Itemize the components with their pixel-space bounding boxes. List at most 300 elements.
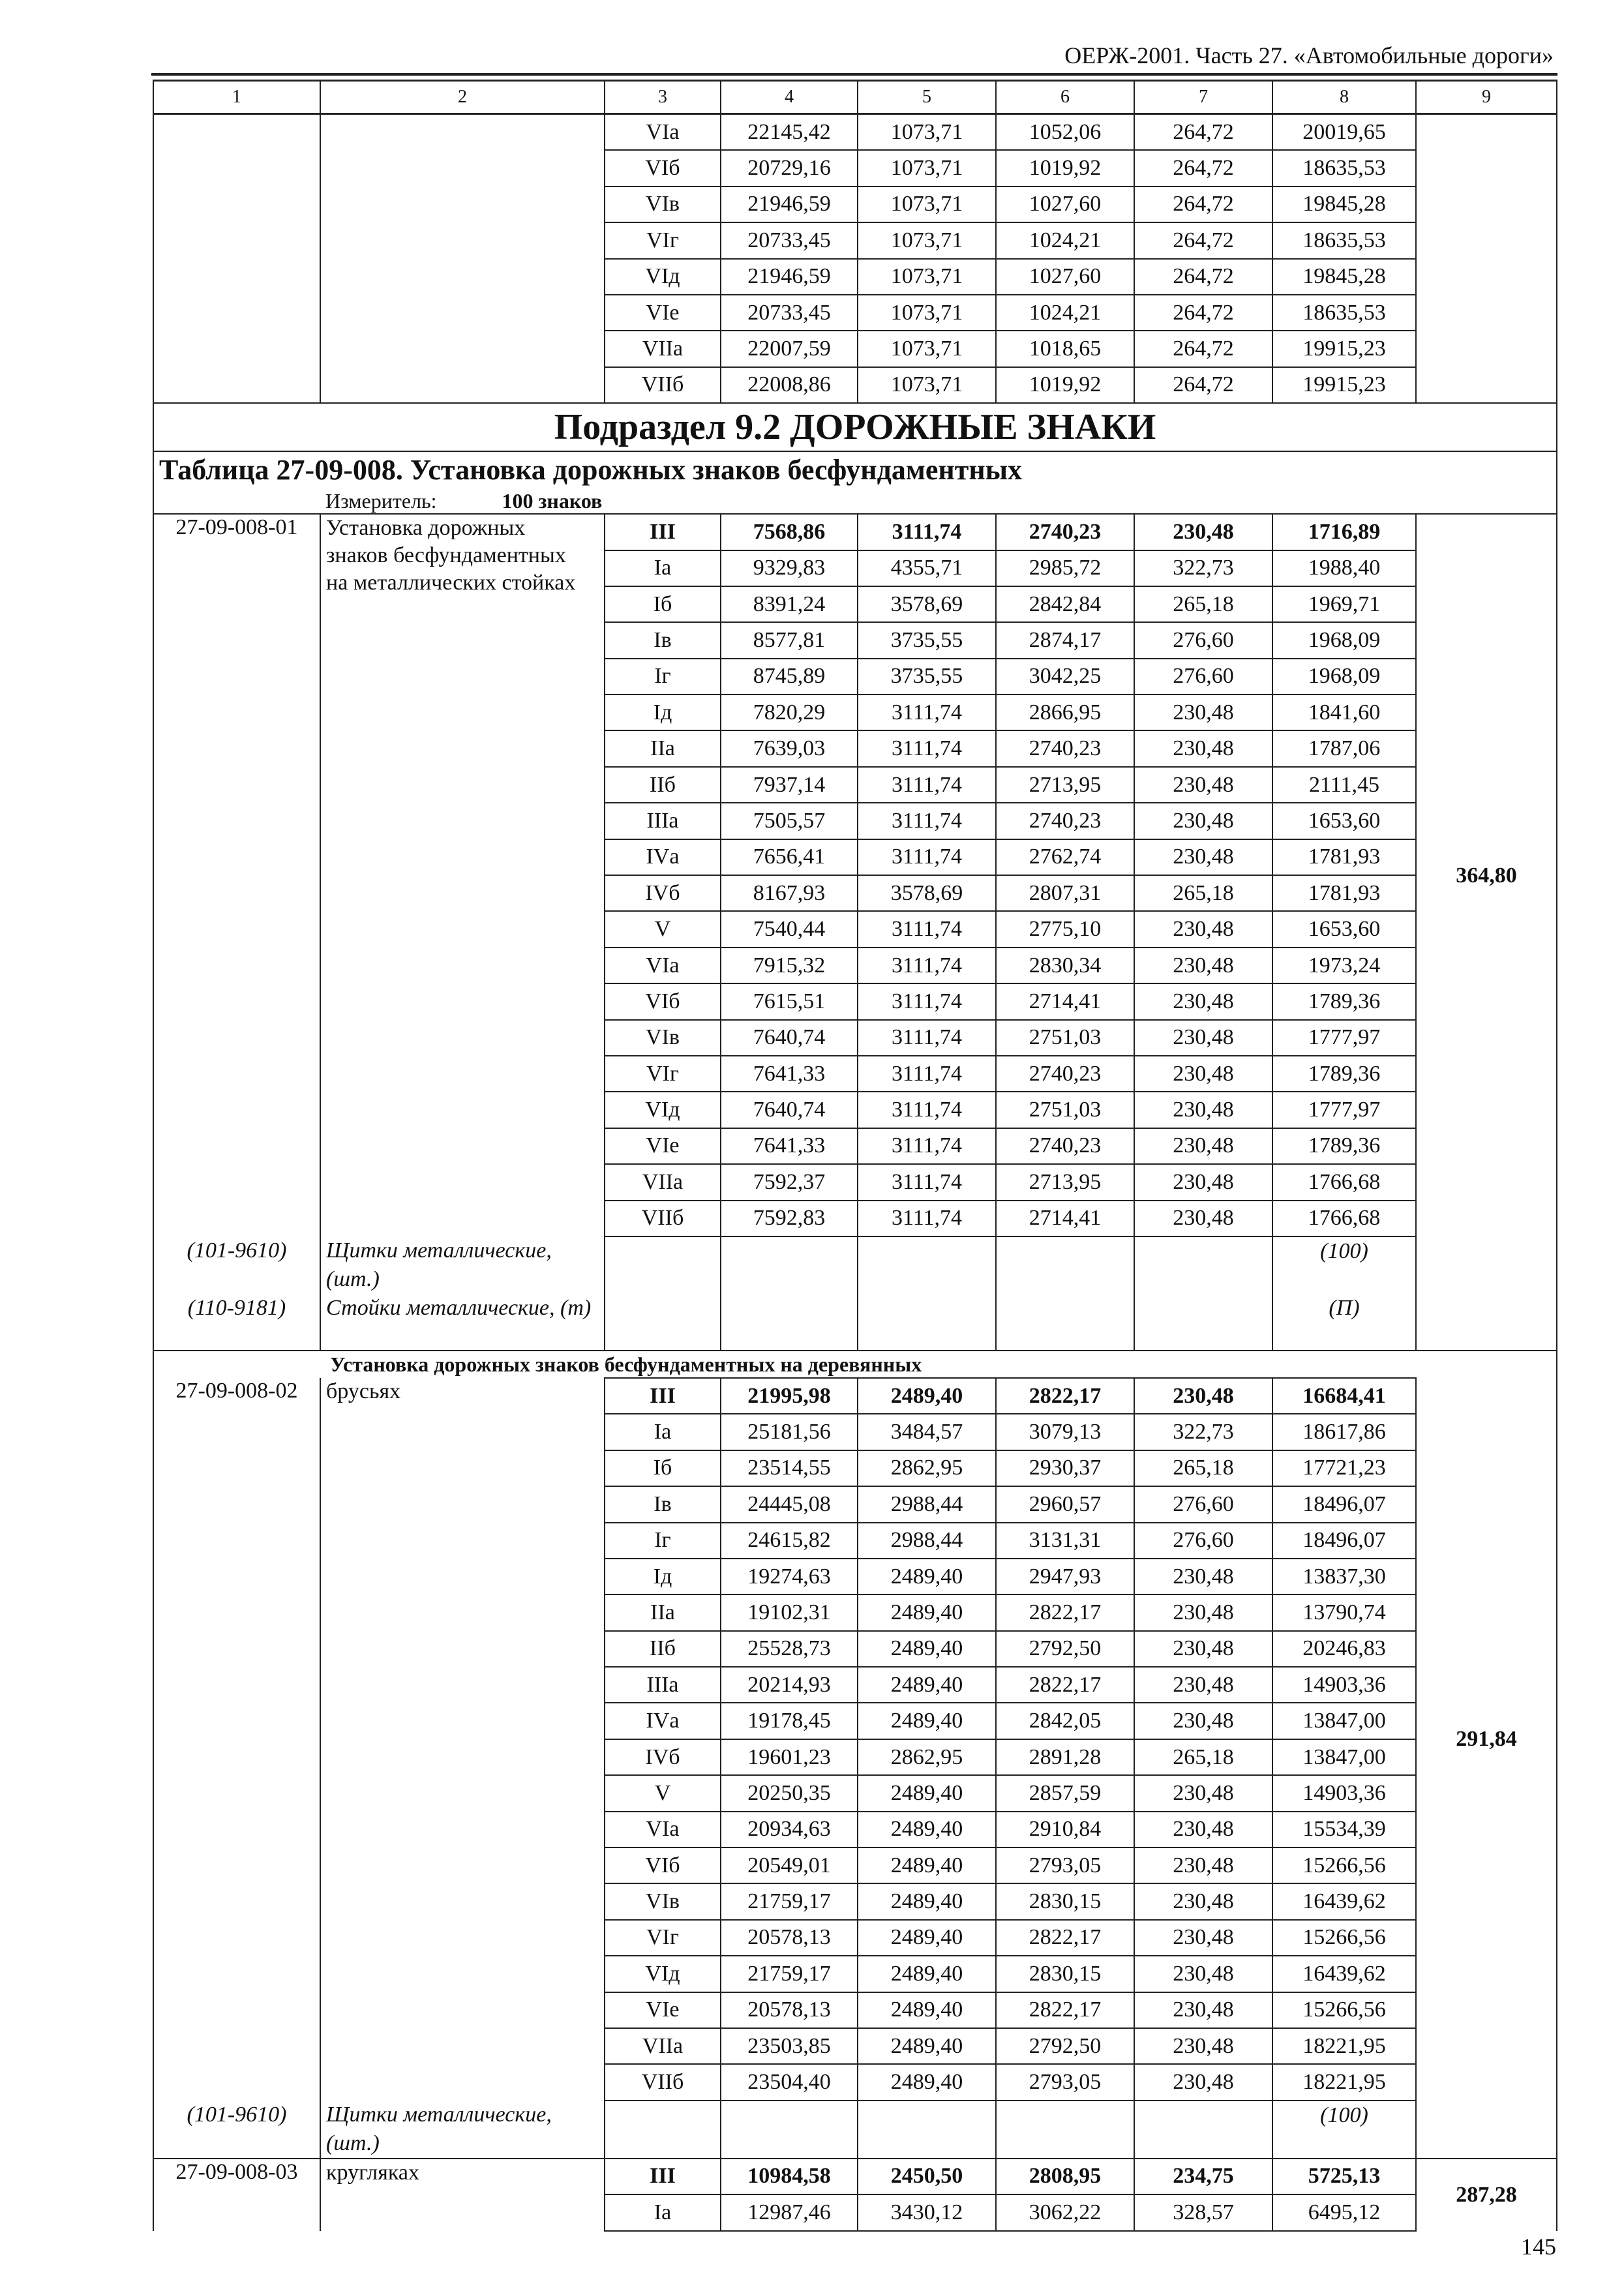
drivers-wages-cell: 230,48: [1134, 1594, 1272, 1630]
empty-cell: [1134, 2101, 1272, 2159]
item-heading: Установка дорожных знаков бесфундаментных на деревянных: [153, 1351, 1557, 1378]
machines-cell: 1019,92: [996, 150, 1134, 186]
wages-cell: 2489,40: [858, 1848, 996, 1883]
section-title-row: [153, 403, 1557, 451]
direct-costs-cell: 23504,40: [721, 2064, 858, 2100]
direct-costs-cell: 23503,85: [721, 2028, 858, 2064]
empty-cell: [1416, 2101, 1557, 2159]
materials-cell: 1789,36: [1272, 983, 1416, 1019]
machines-cell: 3062,22: [996, 2194, 1134, 2230]
drivers-wages-cell: 230,48: [1134, 983, 1272, 1019]
drivers-wages-cell: 230,48: [1134, 1128, 1272, 1164]
wages-cell: 3484,57: [858, 1414, 996, 1450]
machines-cell: 2822,17: [996, 1667, 1134, 1703]
direct-costs-cell: 7820,29: [721, 695, 858, 730]
materials-cell: 13847,00: [1272, 1739, 1416, 1775]
region-cell: IVб: [605, 1739, 721, 1775]
resource-name: Щитки металлические, (шт.): [320, 2101, 605, 2159]
materials-cell: 16439,62: [1272, 1956, 1416, 1992]
direct-costs-cell: 8167,93: [721, 875, 858, 911]
header-rule: [151, 73, 1557, 76]
direct-costs-cell: 20934,63: [721, 1812, 858, 1848]
direct-costs-cell: 8745,89: [721, 659, 858, 695]
machines-cell: 3079,13: [996, 1414, 1134, 1450]
direct-costs-cell: 22007,59: [721, 331, 858, 367]
resource-row: [153, 1236, 1557, 1294]
machines-cell: 1024,21: [996, 222, 1134, 258]
wages-cell: 3430,12: [858, 2194, 996, 2230]
drivers-wages-cell: 264,72: [1134, 367, 1272, 403]
machines-cell: 1018,65: [996, 331, 1134, 367]
drivers-wages-cell: 230,48: [1134, 1164, 1272, 1200]
wages-cell: 2489,40: [858, 1812, 996, 1848]
wages-cell: 3111,74: [858, 911, 996, 947]
region-cell: VIIа: [605, 331, 721, 367]
machines-cell: 1052,06: [996, 114, 1134, 151]
labor-cell: 364,80: [1416, 514, 1557, 1236]
resource-value: (100): [1272, 2101, 1416, 2159]
wages-cell: 2862,95: [858, 1739, 996, 1775]
region-cell: IIа: [605, 1594, 721, 1630]
direct-costs-cell: 7540,44: [721, 911, 858, 947]
direct-costs-cell: 21759,17: [721, 1956, 858, 1992]
materials-cell: 1781,93: [1272, 839, 1416, 875]
direct-costs-cell: 20214,93: [721, 1667, 858, 1703]
wages-cell: 3735,55: [858, 659, 996, 695]
materials-cell: 18635,53: [1272, 150, 1416, 186]
wages-cell: 3578,69: [858, 586, 996, 622]
wages-cell: 2489,40: [858, 1667, 996, 1703]
machines-cell: 2740,23: [996, 1128, 1134, 1164]
column-number: 7: [1134, 81, 1272, 114]
direct-costs-cell: 20729,16: [721, 150, 858, 186]
machines-cell: 2740,23: [996, 1056, 1134, 1092]
materials-cell: 1841,60: [1272, 695, 1416, 730]
machines-cell: 2960,57: [996, 1486, 1134, 1522]
empty-cell: [605, 2101, 721, 2159]
materials-cell: 18635,53: [1272, 295, 1416, 331]
item-name-line: кругляках: [326, 2160, 419, 2185]
direct-costs-cell: 7656,41: [721, 839, 858, 875]
machines-cell: 2751,03: [996, 1020, 1134, 1056]
materials-cell: 14903,36: [1272, 1775, 1416, 1811]
region-cell: VIа: [605, 1812, 721, 1848]
materials-cell: 16684,41: [1272, 1378, 1416, 1414]
direct-costs-cell: 20733,45: [721, 222, 858, 258]
materials-cell: 1766,68: [1272, 1164, 1416, 1200]
wages-cell: 3111,74: [858, 767, 996, 803]
region-cell: Iв: [605, 1486, 721, 1522]
machines-cell: 2714,41: [996, 1201, 1134, 1236]
drivers-wages-cell: 264,72: [1134, 150, 1272, 186]
drivers-wages-cell: 230,48: [1134, 695, 1272, 730]
drivers-wages-cell: 230,48: [1134, 1092, 1272, 1128]
machines-cell: 2985,72: [996, 550, 1134, 586]
materials-cell: 18221,95: [1272, 2028, 1416, 2064]
drivers-wages-cell: 230,48: [1134, 2064, 1272, 2100]
materials-cell: 2111,45: [1272, 767, 1416, 803]
direct-costs-cell: 8391,24: [721, 586, 858, 622]
materials-cell: 18496,07: [1272, 1486, 1416, 1522]
materials-cell: 1968,09: [1272, 622, 1416, 658]
materials-cell: 15266,56: [1272, 1920, 1416, 1956]
item-code: 27-09-008-01: [153, 514, 320, 1236]
direct-costs-cell: 20578,13: [721, 1992, 858, 2028]
machines-cell: 2762,74: [996, 839, 1134, 875]
wages-cell: 1073,71: [858, 222, 996, 258]
machines-cell: 2822,17: [996, 1378, 1134, 1414]
empty-cell: [605, 1294, 721, 1351]
region-cell: III: [605, 2159, 721, 2194]
machines-cell: 2740,23: [996, 514, 1134, 550]
wages-cell: 3111,74: [858, 983, 996, 1019]
measure-value: 100 знаков: [502, 489, 603, 513]
materials-cell: 18635,53: [1272, 222, 1416, 258]
empty-cell: [858, 1236, 996, 1294]
drivers-wages-cell: 230,48: [1134, 948, 1272, 983]
region-cell: Iа: [605, 1414, 721, 1450]
machines-cell: 2842,05: [996, 1703, 1134, 1739]
machines-cell: 2822,17: [996, 1594, 1134, 1630]
region-cell: V: [605, 911, 721, 947]
column-number: 3: [605, 81, 721, 114]
drivers-wages-cell: 322,73: [1134, 1414, 1272, 1450]
materials-cell: 1716,89: [1272, 514, 1416, 550]
empty-cell: [1416, 1294, 1557, 1351]
materials-cell: 13847,00: [1272, 1703, 1416, 1739]
wages-cell: 1073,71: [858, 259, 996, 295]
drivers-wages-cell: 230,48: [1134, 1883, 1272, 1919]
wages-cell: 2862,95: [858, 1450, 996, 1486]
wages-cell: 2489,40: [858, 1920, 996, 1956]
drivers-wages-cell: 230,48: [1134, 1020, 1272, 1056]
name-cell: [320, 114, 605, 404]
drivers-wages-cell: 265,18: [1134, 1450, 1272, 1486]
region-cell: VIе: [605, 295, 721, 331]
drivers-wages-cell: 264,72: [1134, 295, 1272, 331]
resource-code: (101-9610): [153, 1236, 320, 1294]
materials-cell: 15266,56: [1272, 1848, 1416, 1883]
labor-cell: 287,28: [1416, 2159, 1557, 2231]
materials-cell: 13837,30: [1272, 1559, 1416, 1594]
drivers-wages-cell: 230,48: [1134, 839, 1272, 875]
direct-costs-cell: 7505,57: [721, 803, 858, 839]
materials-cell: 20019,65: [1272, 114, 1416, 151]
region-cell: IVа: [605, 839, 721, 875]
drivers-wages-cell: 230,48: [1134, 1775, 1272, 1811]
region-cell: VIд: [605, 259, 721, 295]
materials-cell: 13790,74: [1272, 1594, 1416, 1630]
wages-cell: 2489,40: [858, 1378, 996, 1414]
direct-costs-cell: 7568,86: [721, 514, 858, 550]
materials-cell: 1653,60: [1272, 803, 1416, 839]
materials-cell: 15534,39: [1272, 1812, 1416, 1848]
item-code: 27-09-008-02: [153, 1378, 320, 2101]
machines-cell: 2830,15: [996, 1883, 1134, 1919]
region-cell: Iб: [605, 586, 721, 622]
direct-costs-cell: 19274,63: [721, 1559, 858, 1594]
drivers-wages-cell: 230,48: [1134, 514, 1272, 550]
wages-cell: 2489,40: [858, 1631, 996, 1667]
region-cell: IIIа: [605, 803, 721, 839]
materials-cell: 19915,23: [1272, 331, 1416, 367]
region-cell: IIIа: [605, 1667, 721, 1703]
table-body: [153, 81, 1557, 2231]
materials-cell: 14903,36: [1272, 1667, 1416, 1703]
empty-cell: [721, 1236, 858, 1294]
direct-costs-cell: 24445,08: [721, 1486, 858, 1522]
item-heading-row: [153, 1351, 1557, 1378]
materials-cell: 6495,12: [1272, 2194, 1416, 2230]
table-row: [153, 2159, 1557, 2194]
drivers-wages-cell: 328,57: [1134, 2194, 1272, 2230]
region-cell: III: [605, 514, 721, 550]
region-cell: V: [605, 1775, 721, 1811]
drivers-wages-cell: 230,48: [1134, 1056, 1272, 1092]
region-cell: VIб: [605, 1848, 721, 1883]
item-name-line: на металлических стойках: [326, 571, 576, 595]
materials-cell: 19915,23: [1272, 367, 1416, 403]
region-cell: VIIб: [605, 1201, 721, 1236]
machines-cell: 1027,60: [996, 187, 1134, 222]
empty-cell: [858, 1294, 996, 1351]
machines-cell: 2713,95: [996, 1164, 1134, 1200]
direct-costs-cell: 21995,98: [721, 1378, 858, 1414]
column-number-row: [153, 81, 1557, 114]
region-cell: VIа: [605, 948, 721, 983]
region-cell: VIд: [605, 1092, 721, 1128]
machines-cell: 2866,95: [996, 695, 1134, 730]
labor-cell: 291,84: [1416, 1378, 1557, 2101]
drivers-wages-cell: 234,75: [1134, 2159, 1272, 2194]
wages-cell: 3578,69: [858, 875, 996, 911]
drivers-wages-cell: 230,48: [1134, 1848, 1272, 1883]
direct-costs-cell: 7641,33: [721, 1056, 858, 1092]
wages-cell: 1073,71: [858, 150, 996, 186]
direct-costs-cell: 19601,23: [721, 1739, 858, 1775]
drivers-wages-cell: 230,48: [1134, 1992, 1272, 2028]
direct-costs-cell: 24615,82: [721, 1523, 858, 1559]
materials-cell: 5725,13: [1272, 2159, 1416, 2194]
materials-cell: 1988,40: [1272, 550, 1416, 586]
wages-cell: 3111,74: [858, 1020, 996, 1056]
drivers-wages-cell: 264,72: [1134, 259, 1272, 295]
direct-costs-cell: 19102,31: [721, 1594, 858, 1630]
drivers-wages-cell: 230,48: [1134, 1559, 1272, 1594]
resource-row: [153, 2101, 1557, 2159]
machines-cell: 2740,23: [996, 803, 1134, 839]
empty-cell: [1134, 1294, 1272, 1351]
drivers-wages-cell: 265,18: [1134, 586, 1272, 622]
region-cell: IVа: [605, 1703, 721, 1739]
machines-cell: 3131,31: [996, 1523, 1134, 1559]
wages-cell: 1073,71: [858, 114, 996, 151]
drivers-wages-cell: 276,60: [1134, 622, 1272, 658]
drivers-wages-cell: 230,48: [1134, 1201, 1272, 1236]
wages-cell: 2489,40: [858, 1559, 996, 1594]
machines-cell: 2830,34: [996, 948, 1134, 983]
machines-cell: 2792,50: [996, 1631, 1134, 1667]
materials-cell: 20246,83: [1272, 1631, 1416, 1667]
direct-costs-cell: 20578,13: [721, 1920, 858, 1956]
materials-cell: 1969,71: [1272, 586, 1416, 622]
materials-cell: 18617,86: [1272, 1414, 1416, 1450]
empty-cell: [996, 2101, 1134, 2159]
machines-cell: 2751,03: [996, 1092, 1134, 1128]
machines-cell: 2857,59: [996, 1775, 1134, 1811]
drivers-wages-cell: 264,72: [1134, 114, 1272, 151]
drivers-wages-cell: 264,72: [1134, 331, 1272, 367]
drivers-wages-cell: 230,48: [1134, 1812, 1272, 1848]
column-number: 2: [320, 81, 605, 114]
wages-cell: 3111,74: [858, 1164, 996, 1200]
labor-cell: [1416, 114, 1557, 404]
machines-cell: 2775,10: [996, 911, 1134, 947]
region-cell: VIб: [605, 983, 721, 1019]
wages-cell: 2489,40: [858, 1703, 996, 1739]
wages-cell: 1073,71: [858, 367, 996, 403]
resource-code: (110-9181): [153, 1294, 320, 1351]
materials-cell: 15266,56: [1272, 1992, 1416, 2028]
region-cell: VIIб: [605, 2064, 721, 2100]
region-cell: VIб: [605, 150, 721, 186]
direct-costs-cell: 7915,32: [721, 948, 858, 983]
drivers-wages-cell: 230,48: [1134, 1703, 1272, 1739]
table-title-row: [153, 451, 1557, 488]
region-cell: VIIб: [605, 367, 721, 403]
column-number: 1: [153, 81, 320, 114]
wages-cell: 2489,40: [858, 1775, 996, 1811]
drivers-wages-cell: 230,48: [1134, 1667, 1272, 1703]
wages-cell: 3111,74: [858, 1092, 996, 1128]
region-cell: VIе: [605, 1128, 721, 1164]
region-cell: IIб: [605, 1631, 721, 1667]
region-cell: Iа: [605, 2194, 721, 2230]
drivers-wages-cell: 230,48: [1134, 1956, 1272, 1992]
table-row: [153, 1378, 1557, 1414]
region-cell: VIв: [605, 187, 721, 222]
region-cell: VIв: [605, 1883, 721, 1919]
wages-cell: 1073,71: [858, 331, 996, 367]
region-cell: Iг: [605, 1523, 721, 1559]
region-cell: Iб: [605, 1450, 721, 1486]
materials-cell: 16439,62: [1272, 1883, 1416, 1919]
materials-cell: 1789,36: [1272, 1056, 1416, 1092]
empty-cell: [996, 1236, 1134, 1294]
wages-cell: 2489,40: [858, 2064, 996, 2100]
empty-cell: [858, 2101, 996, 2159]
direct-costs-cell: 7592,83: [721, 1201, 858, 1236]
item-name: [320, 514, 605, 1236]
table-row: [153, 114, 1557, 151]
region-cell: IVб: [605, 875, 721, 911]
direct-costs-cell: 19178,45: [721, 1703, 858, 1739]
materials-cell: 1973,24: [1272, 948, 1416, 983]
wages-cell: 3111,74: [858, 514, 996, 550]
wages-cell: 2450,50: [858, 2159, 996, 2194]
region-cell: Iд: [605, 695, 721, 730]
item-name-line: знаков бесфундаментных: [326, 543, 566, 568]
wages-cell: 3111,74: [858, 1201, 996, 1236]
drivers-wages-cell: 230,48: [1134, 2028, 1272, 2064]
region-cell: VIе: [605, 1992, 721, 2028]
machines-cell: 3042,25: [996, 659, 1134, 695]
direct-costs-cell: 7615,51: [721, 983, 858, 1019]
direct-costs-cell: 25181,56: [721, 1414, 858, 1450]
item-name-line: брусьях: [326, 1379, 401, 1403]
empty-cell: [996, 1294, 1134, 1351]
drivers-wages-cell: 276,60: [1134, 1523, 1272, 1559]
materials-cell: 1787,06: [1272, 730, 1416, 766]
materials-cell: 18221,95: [1272, 2064, 1416, 2100]
machines-cell: 2822,17: [996, 1992, 1134, 2028]
resource-value: (100): [1272, 1236, 1416, 1294]
direct-costs-cell: 9329,83: [721, 550, 858, 586]
empty-cell: [1416, 1236, 1557, 1294]
direct-costs-cell: 22145,42: [721, 114, 858, 151]
drivers-wages-cell: 322,73: [1134, 550, 1272, 586]
resource-row: [153, 1294, 1557, 1351]
wages-cell: 3111,74: [858, 948, 996, 983]
direct-costs-cell: 20250,35: [721, 1775, 858, 1811]
item-code: 27-09-008-03: [153, 2159, 320, 2231]
resource-value: (П): [1272, 1294, 1416, 1351]
region-cell: Iг: [605, 659, 721, 695]
wages-cell: 2489,40: [858, 1883, 996, 1919]
measure-label: Измеритель:: [325, 489, 437, 513]
drivers-wages-cell: 265,18: [1134, 875, 1272, 911]
region-cell: IIа: [605, 730, 721, 766]
drivers-wages-cell: 264,72: [1134, 222, 1272, 258]
drivers-wages-cell: 276,60: [1134, 1486, 1272, 1522]
materials-cell: 1777,97: [1272, 1020, 1416, 1056]
drivers-wages-cell: 264,72: [1134, 187, 1272, 222]
empty-cell: [721, 2101, 858, 2159]
region-cell: VIд: [605, 1956, 721, 1992]
direct-costs-cell: 7937,14: [721, 767, 858, 803]
region-cell: VIа: [605, 114, 721, 151]
machines-cell: 2830,15: [996, 1956, 1134, 1992]
drivers-wages-cell: 230,48: [1134, 1631, 1272, 1667]
column-number: 8: [1272, 81, 1416, 114]
region-cell: VIIа: [605, 1164, 721, 1200]
region-cell: VIв: [605, 1020, 721, 1056]
drivers-wages-cell: 230,48: [1134, 730, 1272, 766]
table-row: [153, 514, 1557, 550]
wages-cell: 3735,55: [858, 622, 996, 658]
materials-cell: 1968,09: [1272, 659, 1416, 695]
direct-costs-cell: 20733,45: [721, 295, 858, 331]
resource-code: (101-9610): [153, 2101, 320, 2159]
machines-cell: 2740,23: [996, 730, 1134, 766]
machines-cell: 2807,31: [996, 875, 1134, 911]
direct-costs-cell: 22008,86: [721, 367, 858, 403]
direct-costs-cell: 20549,01: [721, 1848, 858, 1883]
machines-cell: 2793,05: [996, 1848, 1134, 1883]
measure-row: [153, 488, 1557, 514]
region-cell: Iд: [605, 1559, 721, 1594]
direct-costs-cell: 25528,73: [721, 1631, 858, 1667]
wages-cell: 2988,44: [858, 1523, 996, 1559]
item-name: [320, 1378, 605, 2101]
materials-cell: 19845,28: [1272, 187, 1416, 222]
empty-cell: [721, 1294, 858, 1351]
item-name: [320, 2159, 605, 2231]
machines-cell: 2910,84: [996, 1812, 1134, 1848]
machines-cell: 2930,37: [996, 1450, 1134, 1486]
column-number: 4: [721, 81, 858, 114]
direct-costs-cell: 21946,59: [721, 259, 858, 295]
